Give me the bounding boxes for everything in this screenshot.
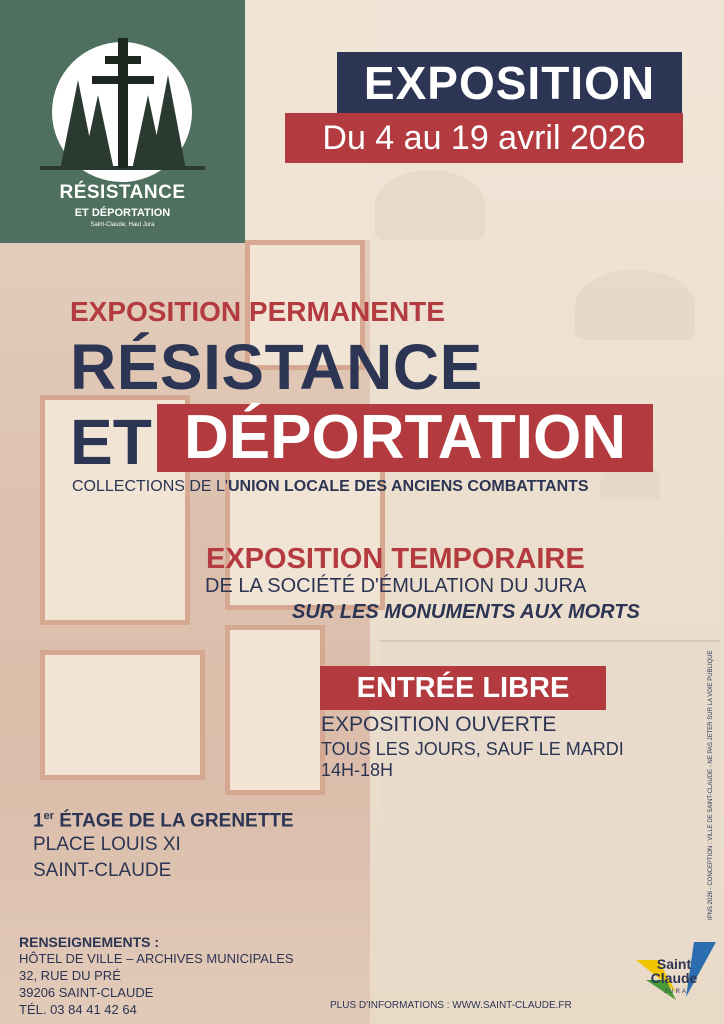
opening-days: TOUS LES JOURS, SAUF LE MARDI bbox=[321, 739, 624, 759]
logo-subtitle: ET DÉPORTATION bbox=[74, 207, 171, 219]
cross-of-lorraine-icon bbox=[88, 38, 158, 168]
contact-title: RENSEIGNEMENTS : bbox=[19, 934, 160, 950]
temporary-label: EXPOSITION TEMPORAIRE bbox=[206, 543, 585, 575]
exposition-title: EXPOSITION bbox=[337, 52, 682, 114]
more-info-link[interactable]: PLUS D'INFORMATIONS : WWW.SAINT-CLAUDE.FR bbox=[330, 1000, 572, 1011]
title-deportation: DÉPORTATION bbox=[157, 404, 653, 472]
floor-building: ÉTAGE DE LA GRENETTE bbox=[53, 810, 294, 832]
venue-city: SAINT-CLAUDE bbox=[33, 860, 172, 881]
saint-claude-logo-text bbox=[648, 957, 700, 985]
title-resistance: RÉSISTANCE bbox=[70, 331, 483, 403]
venue-floor bbox=[33, 810, 294, 832]
title-et: ET bbox=[70, 406, 152, 478]
collections-line bbox=[72, 478, 589, 496]
permanent-label: EXPOSITION PERMANENTE bbox=[70, 296, 445, 327]
contact-line: 32, RUE DU PRÉ bbox=[19, 968, 121, 983]
resistance-logo bbox=[0, 0, 245, 243]
logo-line2: Claude bbox=[650, 970, 698, 986]
temporary-subject: SUR LES MONUMENTS AUX MORTS bbox=[292, 601, 640, 623]
floor-suffix: er bbox=[43, 810, 54, 822]
legal-mention: IPNS 2026 - CONCEPTION : VILLE DE SAINT-CLAUDE - NE PAS JETER SUR LA VOIE PUBLIQUE bbox=[708, 650, 714, 920]
exposition-dates: Du 4 au 19 avril 2026 bbox=[285, 113, 683, 163]
contact-line: HÔTEL DE VILLE – ARCHIVES MUNICIPALES bbox=[19, 951, 294, 966]
temporary-society: DE LA SOCIÉTÉ D'ÉMULATION DU JURA bbox=[205, 575, 587, 597]
opening-label: EXPOSITION OUVERTE bbox=[321, 713, 557, 736]
floor-number: 1 bbox=[33, 810, 44, 832]
logo-line1: Saint bbox=[656, 956, 692, 972]
contact-line: 39206 SAINT-CLAUDE bbox=[19, 985, 154, 1000]
entree-libre-badge: ENTRÉE LIBRE bbox=[320, 666, 606, 710]
contact-phone: TÉL. 03 84 41 42 64 bbox=[19, 1002, 137, 1017]
opening-hours: 14H-18H bbox=[321, 760, 394, 780]
logo-location: Saint-Claude, Haut Jura bbox=[90, 222, 155, 228]
collections-owner: UNION LOCALE DES ANCIENS COMBATTANTS bbox=[227, 478, 589, 495]
collections-prefix: COLLECTIONS DE L' bbox=[72, 478, 228, 495]
venue-place: PLACE LOUIS XI bbox=[33, 834, 181, 855]
logo-title: RÉSISTANCE bbox=[59, 182, 186, 203]
saint-claude-logo-jura: JURA bbox=[664, 989, 688, 995]
